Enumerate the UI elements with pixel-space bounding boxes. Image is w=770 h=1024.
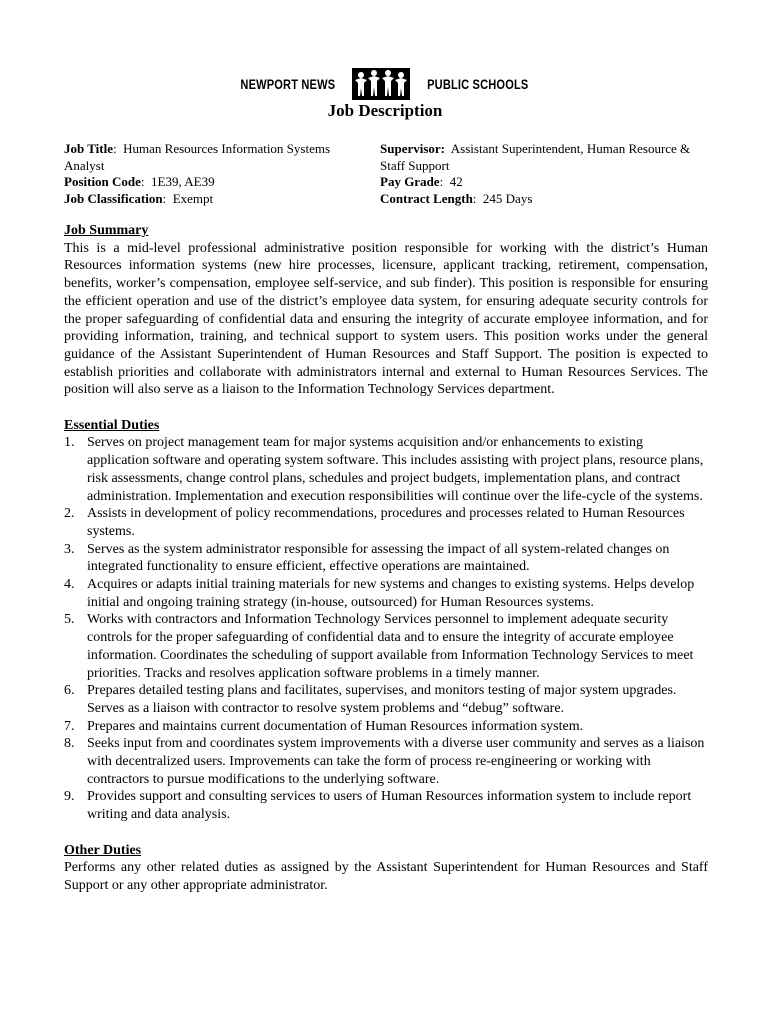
- essential-duties-heading: Essential Duties: [64, 417, 160, 433]
- supervisor-value: Assistant Superintendent, Human Resource & Staff Support: [380, 141, 691, 173]
- pay-grade-value: 42: [449, 174, 463, 189]
- other-duties-text: Performs any other related duties as assigned by the Assistant Superintendent for Human Resources and Staff Support or any other appropriate administrator.: [64, 860, 708, 893]
- list-item-text: Serves as the system administrator responsible for assessing the impact of all system-related changes on integrated functionality to ensure efficient, effective operations are maintained.: [87, 541, 670, 575]
- list-item-number: 5.: [64, 612, 75, 628]
- list-item-text: Acquires or adapts initial training materials for new systems and changes to existing systems. Helps develop initial and ongoing training strategy (in-house, outsourced) for Human Resources systems.: [87, 577, 695, 610]
- document-body: [64, 222, 708, 895]
- list-item-text: Assists in development of policy recommendations, procedures and processes related to Human Resources systems.: [87, 506, 685, 539]
- list-item-number: 4.: [64, 577, 75, 593]
- list-item-number: 2.: [64, 506, 75, 522]
- contract-length-label: Contract Length: [380, 190, 473, 206]
- list-item: [64, 682, 708, 717]
- job-classification-value: Exempt: [172, 190, 214, 206]
- list-item-text: Provides support and consulting services to users of Human Resources information system to include report writing and data analysis.: [87, 789, 692, 823]
- list-item-text: Serves on project management team for major systems acquisition and/or enhancements to existing application software and operating system software. This includes assisting with project plans, resource plans, risk assessments, change control plans, schedules and project budgets, implementation plans, and contract administration. Implementation and execution responsibilities will continue over the life-cycle of the systems.: [87, 435, 704, 504]
- list-item-number: 6.: [64, 683, 75, 699]
- job-title-label: Job Title: [64, 141, 114, 156]
- list-item: [64, 541, 708, 576]
- list-item-text: Seeks input from and coordinates system improvements with a diverse user community and serves as a liaison with decentralized users. Improvements can take the form of process re-engineering or working with contractors to pursue modifications to the underlying software.: [87, 736, 705, 787]
- job-summary-heading: Job Summary: [64, 223, 149, 238]
- other-duties-heading: Other Duties: [64, 842, 142, 858]
- job-title-value: Human Resources Information Systems Analyst: [64, 141, 331, 173]
- job-classification-label: Job Classification: [64, 190, 163, 206]
- supervisor-row: [380, 141, 710, 174]
- list-item-number: 3.: [64, 541, 75, 557]
- pay-grade-label: Pay Grade: [380, 174, 440, 189]
- position-code-value: 1E39, AE39: [151, 174, 215, 189]
- list-item-number: 8.: [64, 736, 75, 752]
- contract-length-value: 245 Days: [482, 190, 533, 206]
- position-code-row: Position Code: 1E39, AE39: [64, 174, 215, 189]
- list-item: [64, 735, 708, 788]
- district-logo: [0, 66, 770, 102]
- pay-grade-row: Pay Grade: 42: [380, 174, 463, 189]
- list-item-text: Prepares detailed testing plans and facilitates, supervises, and monitors testing of major system upgrades. Serves as a liaison with contractor to resolve system problems and “debug” software.: [87, 683, 677, 716]
- logo-text-left: NEWPORT NEWS: [240, 76, 336, 92]
- contract-length-row: Contract Length: 245 Days: [380, 190, 533, 206]
- section-spacer: [64, 824, 708, 842]
- list-item: [64, 788, 708, 823]
- list-item-text: Prepares and maintains current documentation of Human Resources information system.: [87, 718, 584, 734]
- supervisor-label: Supervisor:: [380, 141, 445, 156]
- job-classification-row: Job Classification: Exempt: [64, 190, 214, 206]
- job-title-row: Job Title: Human Resources Information Systems Analyst: [64, 141, 331, 173]
- section-spacer: [64, 399, 708, 417]
- list-item: [64, 505, 708, 540]
- list-item-text: Works with contractors and Information Technology Services personnel to implement adequate security controls for the proper safeguarding of confidential data and to ensure the integrity of accurate employee information. Coordinates the scheduling of support available from Information Technology Services to meet priorities. Tracks and resolves application software problems in a timely manner.: [87, 612, 694, 681]
- list-item-number: 1.: [64, 435, 75, 451]
- list-item: [64, 434, 708, 505]
- meta-right-column: [380, 141, 710, 207]
- list-item: [64, 576, 708, 611]
- page-title: Job Description: [327, 101, 443, 120]
- meta-left-column: [64, 141, 354, 207]
- logo-text-right: PUBLIC SCHOOLS: [427, 76, 529, 92]
- essential-duties-list: [64, 434, 708, 823]
- position-code-label: Position Code: [64, 174, 141, 189]
- children-figures-logo-icon: [352, 66, 410, 102]
- job-summary-text: This is a mid-level professional administrative position responsible for working with the district’s Human Resources information systems (new hire processes, licensure, applicant tracking, retirement, compensation, benefits, worker’s compensation, employee self-service, and sub finder). This position is responsible for ensuring the efficient operation and use of the district’s employee data system, for ensuring adequate security controls for the proper safeguarding of confidential data and ensuring the integrity of accurate employee information, and for providing information, training, and technical support to system users. This position works under the general guidance of the Assistant Superintendent of Human Resources and Staff Support. The position is expected to establish priorities and collaborate with administrators internal and external to Human Resources Services. The position will also serve as a liaison to the Information Technology Services department.: [64, 240, 708, 398]
- list-item: [64, 611, 708, 682]
- list-item: [64, 718, 708, 736]
- list-item-number: 7.: [64, 718, 75, 734]
- list-item-number: 9.: [64, 789, 75, 805]
